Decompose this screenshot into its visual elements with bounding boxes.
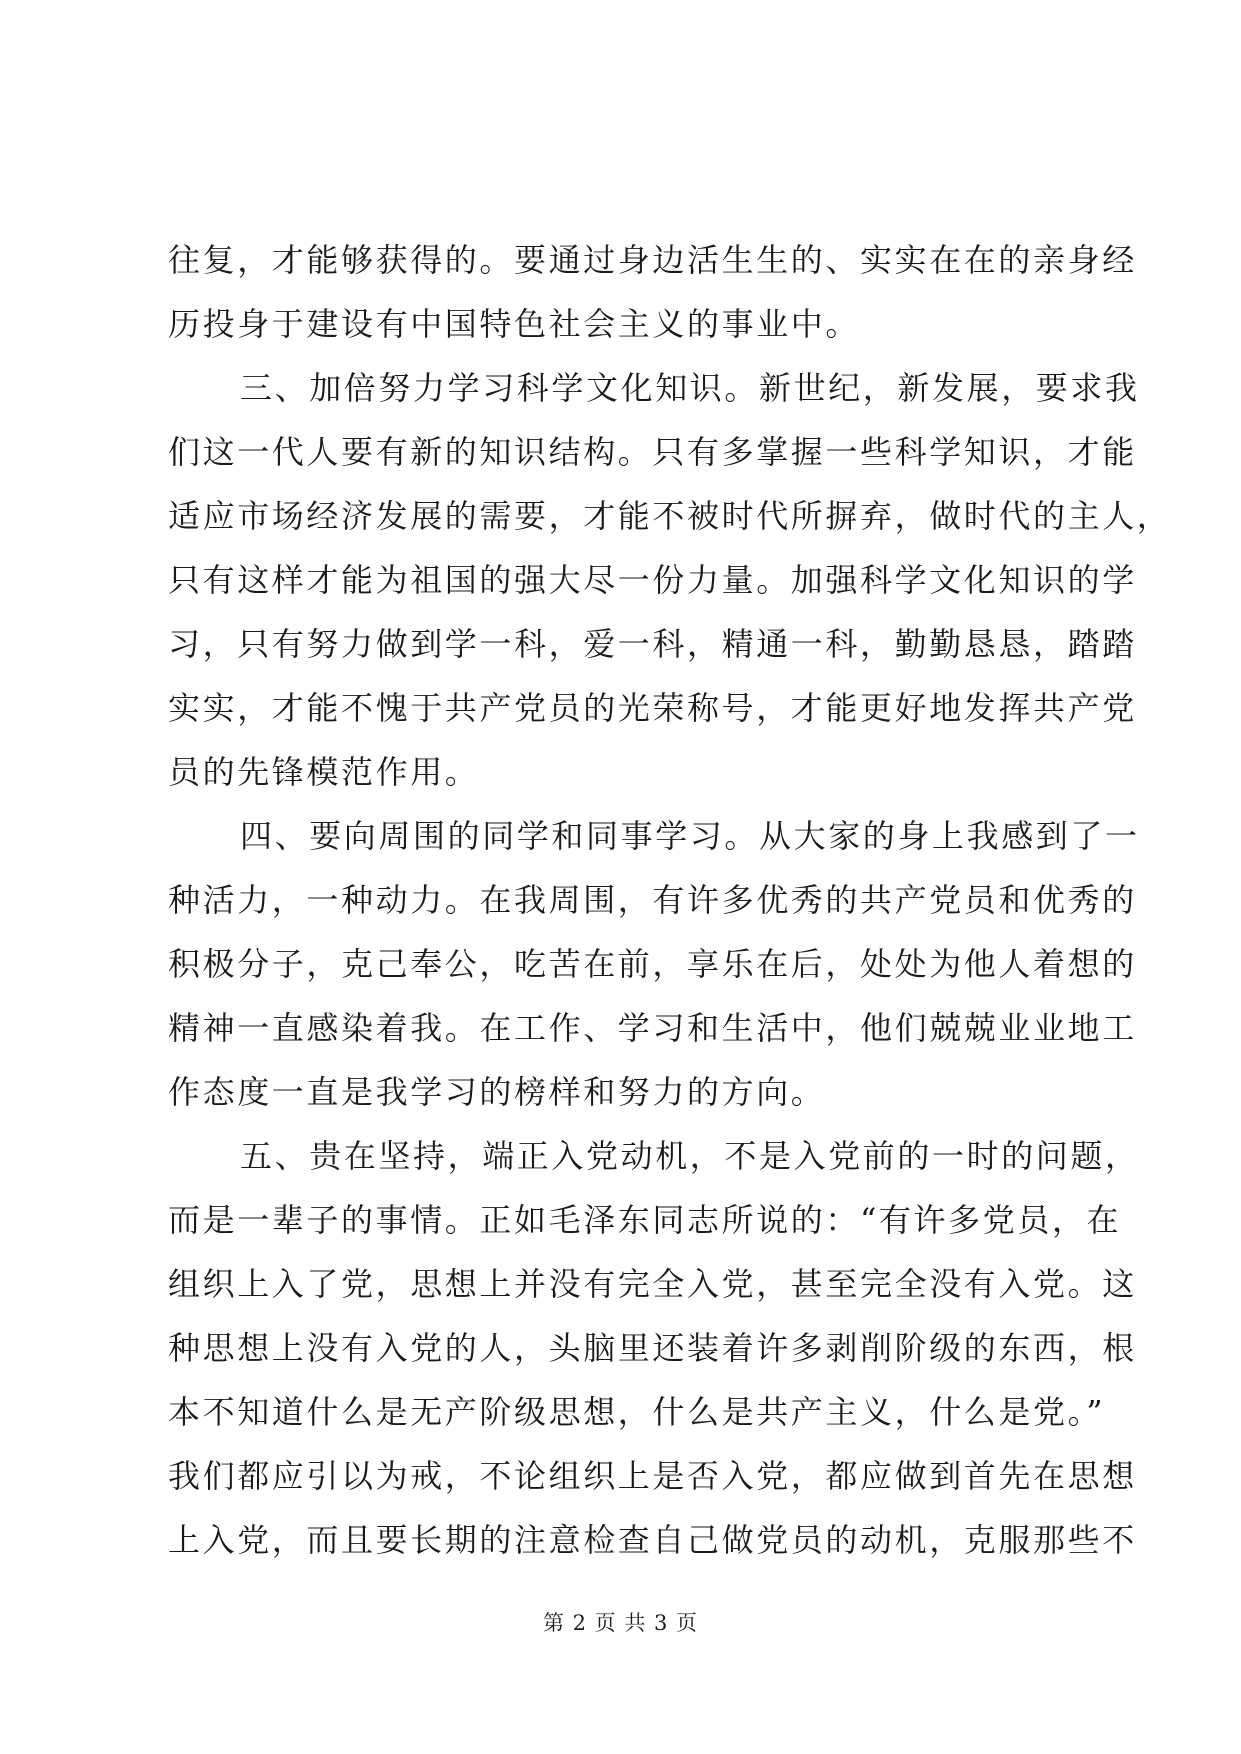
text-line-14: 作态度一直是我学习的榜样和努力的方向。 <box>168 1073 826 1111</box>
text-line-17: 组织上入了党，思想上并没有完全入党，甚至完全没有入党。这 <box>168 1265 1137 1303</box>
page-number-footer: 第 2 页 共 3 页 <box>542 1611 699 1635</box>
text-line-13: 精神一直感染着我。在工作、学习和生活中，他们兢兢业业地工 <box>168 1009 1137 1047</box>
text-line-21: 上入党，而且要长期的注意检查自己做党员的动机，克服那些不 <box>168 1521 1137 1559</box>
text-line-18: 种思想上没有入党的人，头脑里还装着许多剥削阶级的东西，根 <box>168 1329 1137 1367</box>
text-line-11: 种活力，一种动力。在我周围，有许多优秀的共产党员和优秀的 <box>168 881 1137 919</box>
text-line-3: 三、加倍努力学习科学文化知识。新世纪，新发展，要求我 <box>240 369 1140 407</box>
text-line-20: 我们都应引以为戒，不论组织上是否入党，都应做到首先在思想 <box>168 1457 1137 1495</box>
text-line-4: 们这一代人要有新的知识结构。只有多掌握一些科学知识，才能 <box>168 433 1137 471</box>
text-line-15: 五、贵在坚持，端正入党动机，不是入党前的一时的问题， <box>240 1137 1140 1175</box>
text-line-7: 习，只有努力做到学一科，爱一科，精通一科，勤勤恳恳，踏踏 <box>168 625 1137 663</box>
text-line-16: 而是一辈子的事情。正如毛泽东同志所说的：“有许多党员，在 <box>168 1201 1122 1239</box>
text-line-8: 实实，才能不愧于共产党员的光荣称号，才能更好地发挥共产党 <box>168 689 1137 727</box>
text-line-6: 只有这样才能为祖国的强大尽一份力量。加强科学文化知识的学 <box>168 561 1137 599</box>
text-line-2: 历投身于建设有中国特色社会主义的事业中。 <box>168 305 861 343</box>
text-line-9: 员的先锋模范作用。 <box>168 753 480 791</box>
text-line-10: 四、要向周围的同学和同事学习。从大家的身上我感到了一 <box>240 817 1140 855</box>
text-line-12: 积极分子，克己奉公，吃苦在前，享乐在后，处处为他人着想的 <box>168 945 1137 983</box>
text-line-1: 往复，才能够获得的。要通过身边活生生的、实实在在的亲身经 <box>168 241 1137 279</box>
text-line-5: 适应市场经济发展的需要，才能不被时代所摒弃，做时代的主人， <box>168 497 1172 535</box>
document-body <box>168 228 1172 1572</box>
text-line-19: 本不知道什么是无产阶级思想，什么是共产主义，什么是党。” <box>168 1393 1106 1431</box>
